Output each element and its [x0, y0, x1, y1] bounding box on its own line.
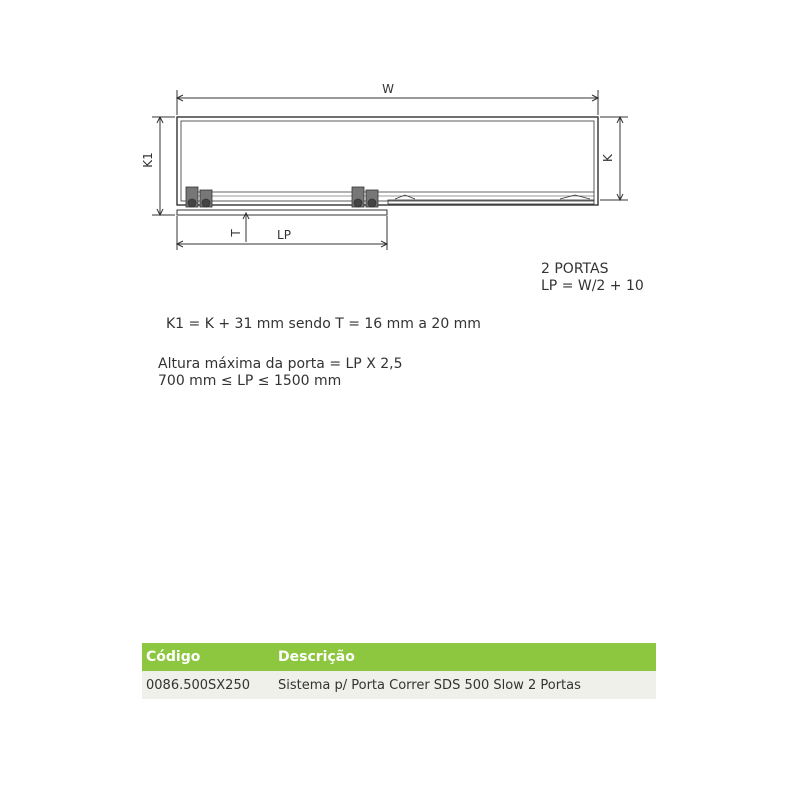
portas-formula: LP = W/2 + 10: [541, 278, 644, 294]
altura-max: Altura máxima da porta = LP X 2,5: [158, 356, 403, 372]
k-label: K: [601, 154, 615, 162]
header-descricao: Descrição: [274, 643, 656, 671]
door-track: [177, 192, 594, 215]
roller-fitting-left: [186, 187, 212, 207]
table-header-row: [142, 643, 656, 671]
lp-range: 700 mm ≤ LP ≤ 1500 mm: [158, 373, 342, 389]
t-label: T: [229, 229, 243, 237]
cell-descricao: Sistema p/ Porta Correr SDS 500 Slow 2 Portas: [274, 671, 656, 699]
product-table: [142, 643, 656, 699]
lp-label: LP: [277, 228, 291, 242]
technical-diagram: [0, 0, 800, 260]
t-dimension: [243, 213, 249, 242]
w-label: W: [382, 82, 394, 96]
portas-title: 2 PORTAS: [541, 261, 609, 277]
k1-formula: K1 = K + 31 mm sendo T = 16 mm a 20 mm: [166, 316, 481, 332]
roller-fitting-right: [352, 187, 378, 207]
k1-label: K1: [141, 152, 155, 168]
altura-note: [158, 356, 403, 390]
portas-note: [541, 261, 644, 295]
table-row: [142, 671, 656, 699]
cell-codigo: 0086.500SX250: [142, 671, 274, 699]
k1-dimension: [152, 117, 175, 215]
header-codigo: Código: [142, 643, 274, 671]
